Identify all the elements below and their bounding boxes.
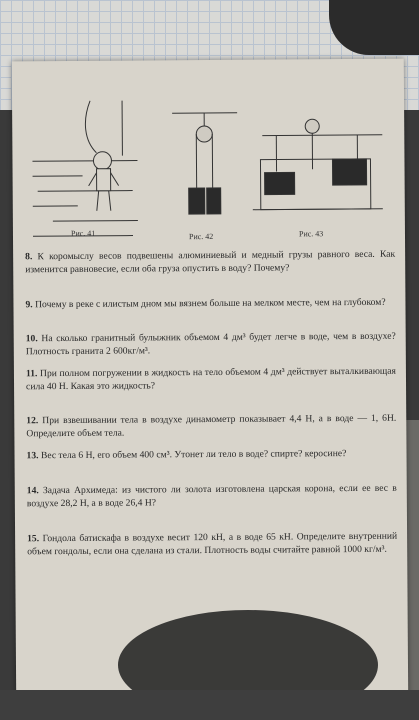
problem-number: 13. [26,450,39,462]
problem-number: 14. [26,485,39,497]
problem-10 [26,331,396,359]
problem-text: При полном погружении в жидкость на тело объемом 4 дм³ действует выталкивающая сила 40 Н. Какая это жидкость? [26,365,396,392]
problem-15 [27,531,397,559]
fig43-caption: Рис. 43 [298,229,324,239]
problem-number: 11. [25,368,38,380]
problem-text: При взвешивании тела в воздухе динамометр показывает 4,4 Н, а в воде — 1, 6Н. Определите объем тела. [26,412,397,439]
problem-text: Гондола батискафа в воздухе весит 120 кН, а в воде 65 кН. Определите внутренний объем гондолы, если она сделана из стали. Плотность воды считайте равной 1000 кг/м³. [27,530,398,557]
problem-text: К коромыслу весов подвешены алюминиевый и медный грузы равного веса. Как изменится равновесие, если оба груза опустить в воду? Почему? [25,248,396,275]
fig42-pulley [172,113,238,214]
fig42-caption: Рис. 42 [188,231,214,242]
problem-9 [25,297,395,312]
problem-text: Вес тела 6 Н, его объем 400 см³. Утонет ли тело в воде? спирте? керосине? [40,448,347,462]
problem-14 [27,483,397,511]
problem-number: 8. [25,251,33,263]
table-surface-bottom [0,690,419,720]
problem-text: Почему в реке с илистым дном мы вязнем больше на мелком месте, чем на глубоком? [35,296,386,311]
figures-area [12,59,405,247]
problem-11 [26,366,396,394]
problem-number: 15. [27,533,40,545]
problem-number: 10. [25,333,38,345]
figures-illustrations [12,59,405,247]
textbook-page [12,59,408,702]
problem-text: На сколько гранитный булыжник объемом 4 дм³ будет легче в воде, чем в воздухе? Плотность гранита 2 600кг/м³. [25,330,396,357]
fig41-diver [32,101,138,237]
fig43-balance [252,119,383,210]
problem-text: Задача Архимеда: из чистого ли золота изготовлена царская корона, если ее вес в воздухе 28,2 Н, а в воде 26,4 Н? [26,482,397,509]
fig41-caption: Рис. 41 [70,228,96,238]
problem-12 [26,413,396,441]
problem-number: 12. [26,415,39,427]
problem-8 [25,249,395,277]
problem-13 [26,448,396,463]
problem-number: 9. [25,299,33,311]
